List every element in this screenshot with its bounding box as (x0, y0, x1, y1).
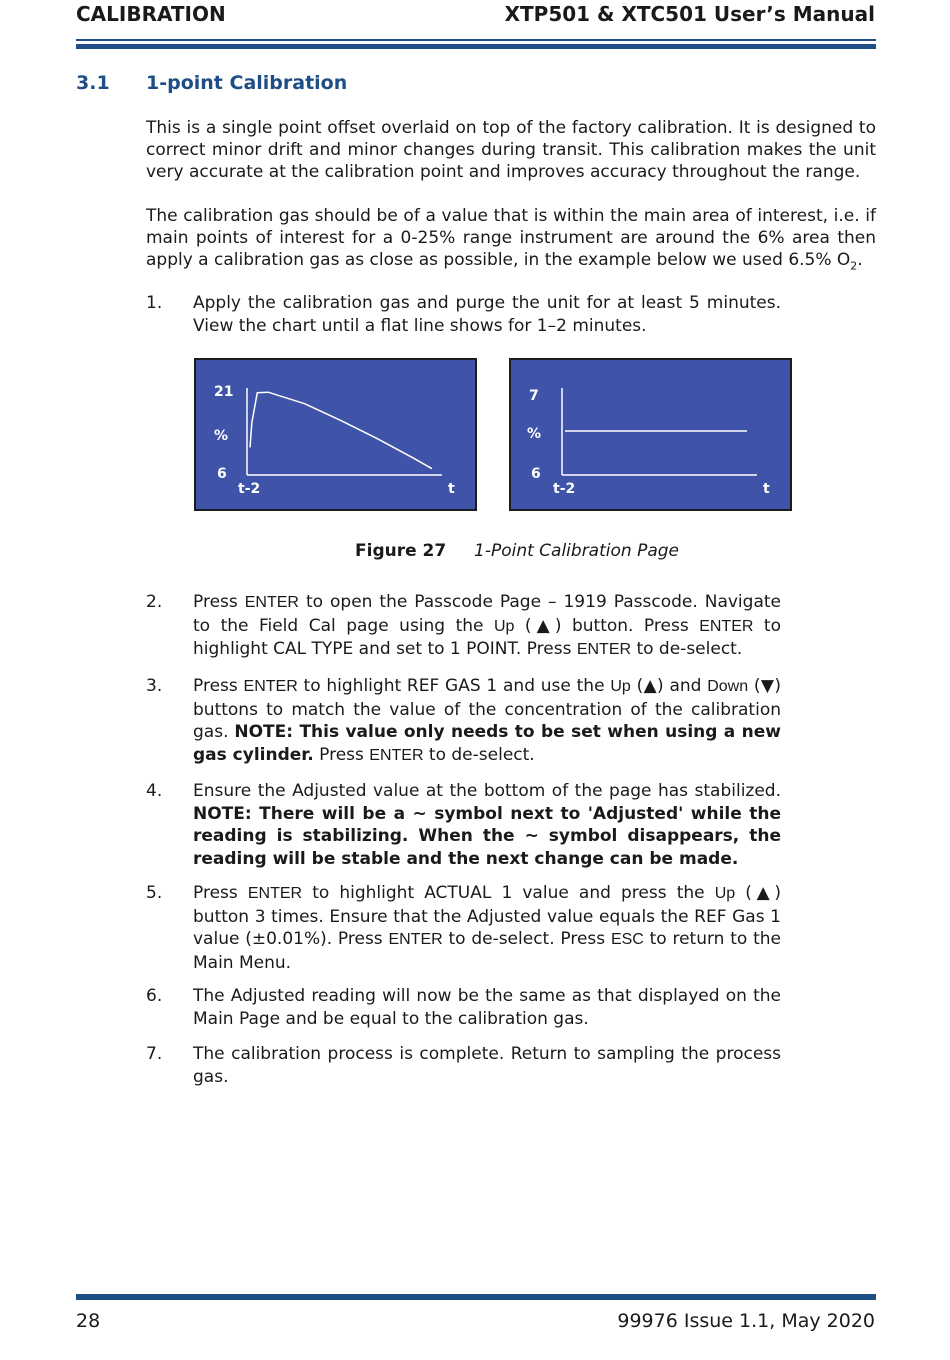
up-key-label: Up (493, 617, 515, 635)
document-reference: 99976 Issue 1.1, May 2020 (617, 1310, 875, 1332)
step-3-part: Press (313, 744, 370, 765)
step-4-note: NOTE: There will be a ~ symbol next to 'Adjusted' while the reading is stabilizing. When the ~ symbol disappears, the reading will be stable and the next change can be made. (193, 803, 781, 869)
esc-key-label: ESC (610, 931, 644, 948)
chart-left-xtick-right: t (448, 481, 455, 497)
step-2-part: to highlight CAL TYPE and set to 1 POINT. Press (193, 615, 781, 659)
section-title: 1-point Calibration (146, 72, 348, 94)
enter-key-label: ENTER (369, 746, 424, 764)
footer-rule (76, 1294, 876, 1300)
step-5-number: 5. (146, 883, 163, 903)
chart-right-ytick-top: 7 (529, 388, 539, 404)
step-4-text (193, 780, 781, 870)
step-6-number: 6. (146, 986, 163, 1006)
step-3-number: 3. (146, 676, 163, 696)
chart-left-xtick-left: t-2 (238, 481, 261, 497)
step-7-number: 7. (146, 1044, 163, 1064)
step-3-note: NOTE: This value only needs to be set when using a new gas cylinder. (193, 722, 782, 765)
step-3-text (193, 675, 781, 767)
chart-left-series-line (250, 392, 432, 469)
enter-key-label: ENTER (388, 931, 443, 948)
step-2-part: to open the Passcode Page – 1919 Passcode. Navigate to the Field Cal page using the (193, 592, 781, 636)
step-5-part: to highlight ACTUAL 1 value and press the (302, 883, 715, 903)
figure-label: Figure 27 (355, 541, 447, 561)
intro-paragraph-2 (146, 205, 876, 277)
step-1-text: Apply the calibration gas and purge the unit for at least 5 minutes. View the chart until a flat line shows for 1–2 minutes. (193, 293, 781, 336)
step-3-part: to highlight REF GAS 1 and use the (297, 676, 611, 696)
up-key-label: Up (610, 678, 631, 695)
enter-key-label: ENTER (244, 594, 299, 611)
intro-paragraph-1: This is a single point offset overlaid on top of the factory calibration. It is designed to correct minor drift and minor changes during transit. This calibration makes the unit very accurate at the calibration point and improves accuracy throughout the range. (146, 118, 876, 182)
intro-paragraph-2-end: . (857, 250, 863, 270)
enter-key-label: ENTER (576, 641, 632, 658)
step-2-part: to de-select. (631, 639, 743, 659)
chart-right-ylabel: % (527, 426, 542, 442)
page-number: 28 (76, 1310, 101, 1332)
step-3-part: to de-select. (423, 744, 535, 765)
chart-right-xtick-right: t (763, 481, 770, 497)
up-key-label: Up (714, 885, 736, 902)
chart-left-ytick-top: 21 (214, 384, 234, 400)
chart-left-svg (196, 360, 475, 509)
enter-key-label: ENTER (699, 617, 754, 635)
step-6-text: The Adjusted reading will now be the same as that displayed on the Main Page and be equal to the calibration gas. (193, 986, 781, 1029)
step-3-part: Press (193, 676, 244, 696)
intro-paragraph-2-text: The calibration gas should be of a value that is within the main area of interest, i.e. if main points of interest for a 0-25% range instrument are around the 6% area then apply a calibration gas as close as possible, in the example below we used 6.5% O (146, 206, 876, 270)
figure-caption: 1-Point Calibration Page (474, 541, 679, 561)
header-rule-thin (76, 39, 876, 41)
step-4-part: Ensure the Adjusted value at the bottom of the page has stabilized. (193, 781, 781, 801)
header-manual-title: XTP501 & XTC501 User’s Manual (504, 2, 875, 26)
step-4-number: 4. (146, 781, 163, 801)
chart-right-svg (511, 360, 790, 509)
enter-key-label: ENTER (247, 885, 303, 902)
section-number: 3.1 (76, 72, 110, 94)
step-5-part: to de-select. Press (442, 929, 611, 949)
chart-left-ytick-bottom: 6 (217, 466, 227, 482)
step-2-part: (▲) button. Press (514, 615, 700, 636)
step-3-part: (▲) and (630, 676, 708, 696)
step-1-number: 1. (146, 293, 163, 313)
step-3-part: (▼) buttons to match the value of the concentration of the calibration gas. (193, 676, 781, 742)
step-5-part: Press (193, 883, 248, 903)
step-2-text (193, 591, 781, 662)
enter-key-label: ENTER (243, 678, 298, 695)
chart-right-xtick-left: t-2 (553, 481, 576, 497)
step-5-part: (▲) button 3 times. Ensure that the Adjusted value equals the REF Gas 1 value (±0.01%). Press (193, 883, 782, 949)
step-5-text (193, 882, 781, 974)
chart-panel-left (194, 358, 477, 511)
chart-panel-right (509, 358, 792, 511)
step-5-part: to return to the Main Menu. (193, 929, 781, 973)
down-key-label: Down (707, 678, 749, 695)
header-section-name: CALIBRATION (76, 2, 226, 26)
step-2-number: 2. (146, 592, 163, 612)
chart-right-ytick-bottom: 6 (531, 466, 541, 482)
o2-subscript: 2 (850, 259, 858, 273)
step-7-text: The calibration process is complete. Return to sampling the process gas. (193, 1044, 781, 1087)
header-rule-thick (76, 44, 876, 49)
chart-left-ylabel: % (214, 428, 229, 444)
step-2-part: Press (193, 592, 245, 612)
